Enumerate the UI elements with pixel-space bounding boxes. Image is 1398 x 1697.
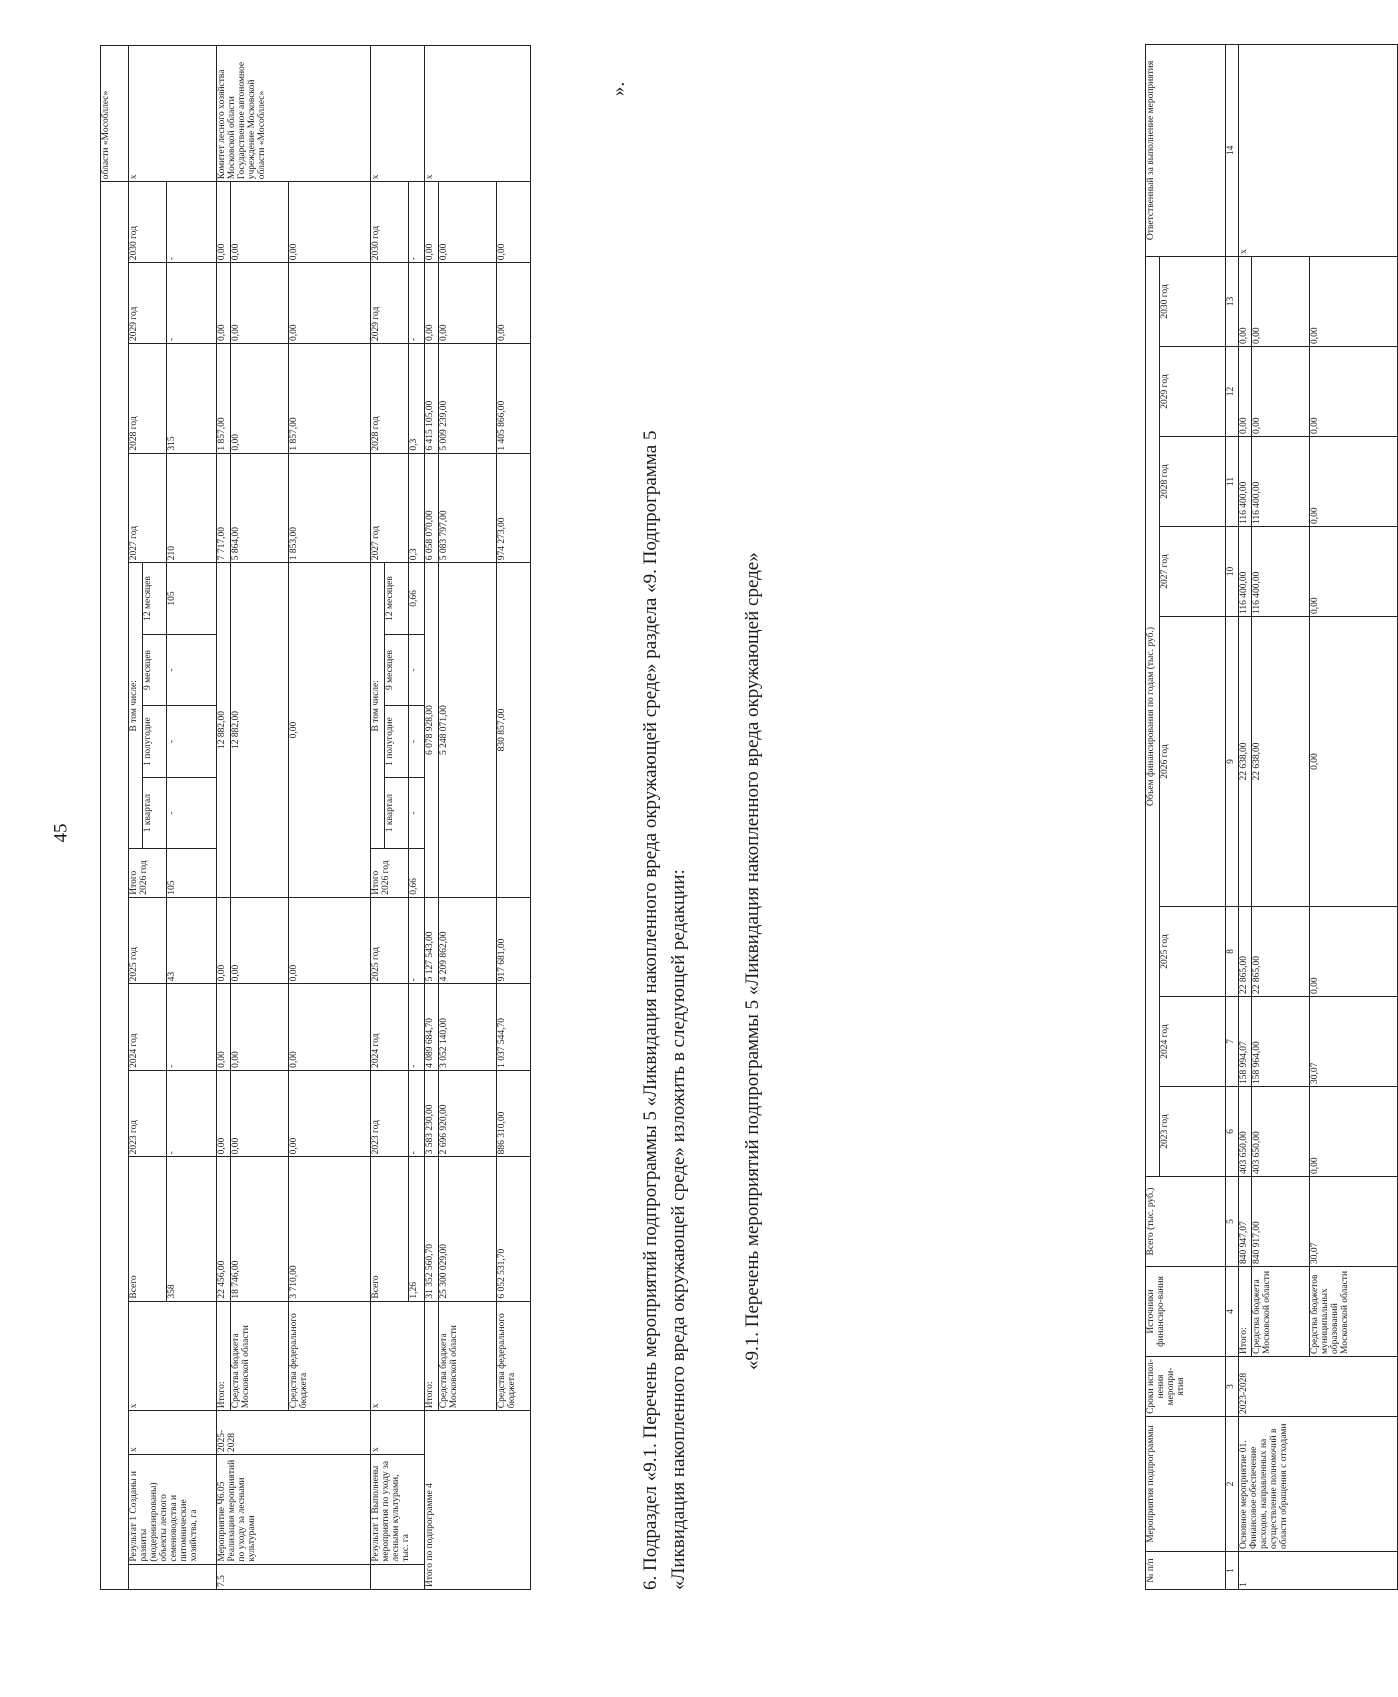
table-row: Средства бюджета Московской области 18 746,00 0,00 0,00 0,00 12 882,00 5 864,00 0,00 0,00 0,00 bbox=[231, 46, 289, 1590]
prev-row-cell bbox=[101, 182, 129, 1590]
table-row: 358 - - 43 105 - - - 105 210 315 - - bbox=[167, 46, 217, 1590]
upper-table bbox=[100, 45, 531, 1590]
table-row: Средства бюджетов муниципальных образований Московской области 30,07 0,00 30,07 0,00 0,00 0,00 0,00 0,00 0,00 bbox=[1309, 44, 1397, 1589]
table-row: Результат 1 Выполнены мероприятия по уходу за лесными культурами, тыс. га х х Всего 2023 год 2024 год 2025 год Итого 2026 год В том числе: 2027 год 2028 год 2029 год 2030 год х bbox=[371, 46, 385, 1590]
section-heading-continued: «Ликвидация накопленного вреда окружающей среде» изложить в следующей редакции: bbox=[668, 869, 689, 1590]
table-row: Средства бюджета Московской области 840 917,00 403 650,00 158 964,00 22 865,00 22 638,00 116 400,00 116 400,00 0,00 0,00 bbox=[1251, 44, 1309, 1589]
lower-table-wrapper bbox=[1145, 44, 1398, 1590]
table-row bbox=[101, 46, 129, 1590]
table-row: 1 квартал 1 полугодие 9 месяцев 12 месяцев bbox=[385, 46, 409, 1590]
table-header-row: 2023 год 2024 год 2025 год 2026 год 2027 год 2028 год 2029 год 2030 год bbox=[1160, 44, 1226, 1589]
table-row: Средства федерального бюджета 3 710,00 0,00 0,00 0,00 0,00 1 853,00 1 857,00 0,00 0,00 bbox=[289, 46, 371, 1590]
page-number: 45 bbox=[50, 823, 72, 843]
table-row: Итого по подпрограмме 4 Итого: 31 352 560,70 3 583 230,00 4 089 684,70 5 127 543,00 6 078 928,00 6 058 070,00 6 415 105,00 0,00 0,00 х bbox=[425, 46, 439, 1590]
subsection-title: «9.1. Перечень мероприятий подпрограммы 5 «Ликвидация накопленного вреда окружающей среде» bbox=[742, 552, 763, 1370]
result-name: Результат 1 Созданы и развиты (модернизированы) объекты лесного семеноводства и питомнические хозяйства, га bbox=[129, 1455, 217, 1565]
table-row: Средства бюджета Московской области 25 300 029,00 2 696 920,00 3 052 140,00 4 209 862,00 5 248 071,00 5 083 797,00 5 009 239,00 0,00 0,00 bbox=[439, 46, 497, 1590]
table-row: 1 квартал 1 полугодие 9 месяцев 12 месяцев bbox=[143, 46, 167, 1590]
column-number-row: 1 2 3 4 5 6 7 8 9 10 11 12 13 14 bbox=[1226, 44, 1239, 1589]
section-heading: 6. Подраздел «9.1. Перечень мероприятий подпрограммы 5 «Ликвидация накопленного вреда окружающей среде» раздела «9. Подпрограмма 5 bbox=[640, 430, 661, 1590]
quote-close: ». bbox=[608, 81, 630, 97]
table-row: Средства федерального бюджета 6 052 531,70 886 310,00 1 037 544,70 917 681,00 830 857,00 974 273,00 1 405 866,00 0,00 0,00 bbox=[497, 46, 531, 1590]
table-row: 1,26 - - - 0,66 - - - 0,66 0,3 0,3 - - bbox=[409, 46, 425, 1590]
upper-table-wrapper bbox=[100, 45, 531, 1590]
total-label: Итого по подпрограмме 4 bbox=[425, 1411, 531, 1590]
lower-table bbox=[1145, 44, 1398, 1590]
table-row: 7.5 Мероприятие Ч6.05 Реализация мероприятий по уходу за лесными культурами 2025-2028 Итого: 22 456,00 0,00 0,00 0,00 12 882,00 7 717,00 1 857,00 0,00 0,00 Комитет лесного хозяйства Московской области Государственное автономное учреждение Московской области «Мособллес» bbox=[217, 46, 231, 1590]
responsible-cell: области «Мособллес» bbox=[101, 46, 129, 182]
table-header-row: № п/п Мероприятия подпрограммы Сроки испол-нения меропри-ятия Источники финансиро-вания Всего (тыс. руб.) Объем финансирования по годам (тыс. руб.) Ответственный за выполнение мероприятия bbox=[1146, 44, 1160, 1589]
table-row: 1 Основное мероприятие 01. Финансовое обеспечение расходов, направленных на осуществление полномочий в области обращения с отходами 2023-2028 Итого: 840 947,07 403 650,00 158 994,07 22 865,00 22 638,00 116 400,00 116 400,00 0,00 0,00 х bbox=[1238, 44, 1251, 1589]
table-row: Результат 1 Созданы и развиты (модернизированы) объекты лесного семеноводства и питомнические хозяйства, га х х Всего 2023 год 2024 год 2025 год Итого 2026 год В том числе: 2027 год 2028 год 2029 год 2030 год х bbox=[129, 46, 143, 1590]
